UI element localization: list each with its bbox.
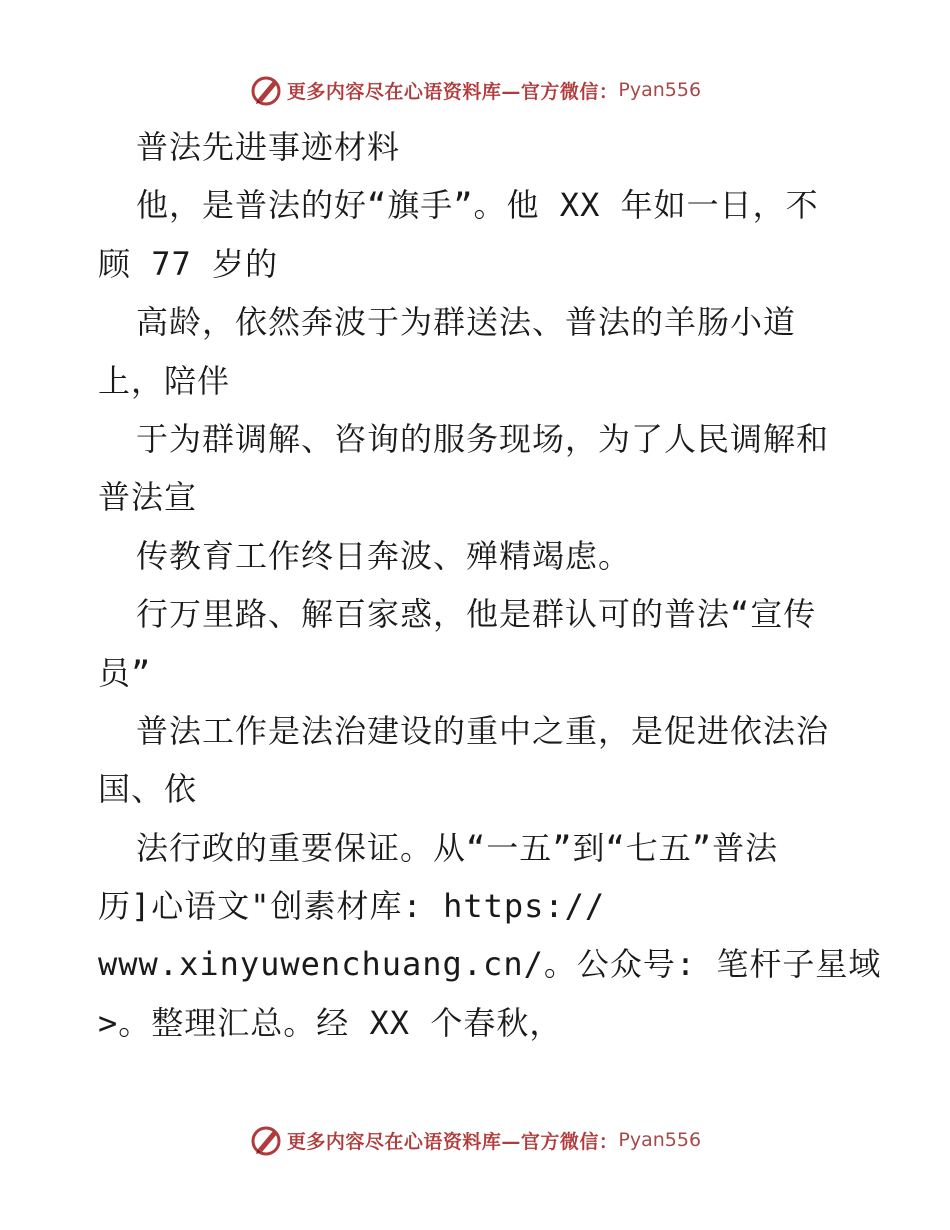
document-line: 于为群调解、咨询的服务现场，为了人民调解和 (136, 419, 830, 458)
document-line: 传教育工作终日奔波、殚精竭虑。 (136, 536, 632, 575)
document-line: 普法宣 (98, 478, 198, 517)
document-line: 普法先进事迹材料 (136, 128, 401, 166)
header-banner-contact: Pyan556 (618, 79, 702, 101)
document-line: 历]心语文"创素材库: https:// (98, 887, 606, 926)
document-line: 法行政的重要保证。从“一五”到“七五”普法 (136, 828, 779, 867)
footer-banner-text: 更多内容尽在心语资料库—官方微信： (286, 1130, 619, 1153)
document-line: 员” (98, 653, 152, 692)
document-body (98, 118, 882, 1052)
document-line: >。整理汇总。经 XX 个春秋， (98, 1003, 563, 1042)
document-line: 普法工作是法治建设的重中之重，是促进依法治 (136, 711, 830, 750)
document-line: www.xinyuwenchuang.cn/。公众号: 笔杆子星域 (98, 945, 882, 984)
header-banner-text: 更多内容尽在心语资料库—官方微信： (286, 80, 619, 103)
pen-circle-logo-icon (249, 73, 283, 107)
pen-circle-logo-icon (249, 1123, 283, 1157)
document-line: 行万里路、解百家惑，他是群认可的普法“宣传 (136, 595, 817, 634)
document-line: 高龄，依然奔波于为群送法、普法的羊肠小道 (136, 303, 797, 342)
document-line: 顾 77 岁的 (98, 244, 279, 283)
footer-banner (0, 1120, 950, 1160)
document-line: 他，是普法的好“旗手”。他 XX 年如一日，不 (136, 186, 819, 225)
document-line: 上，陪伴 (98, 361, 231, 400)
footer-banner-contact: Pyan556 (618, 1129, 702, 1151)
header-banner (0, 70, 950, 110)
document-line: 国、依 (98, 770, 198, 809)
